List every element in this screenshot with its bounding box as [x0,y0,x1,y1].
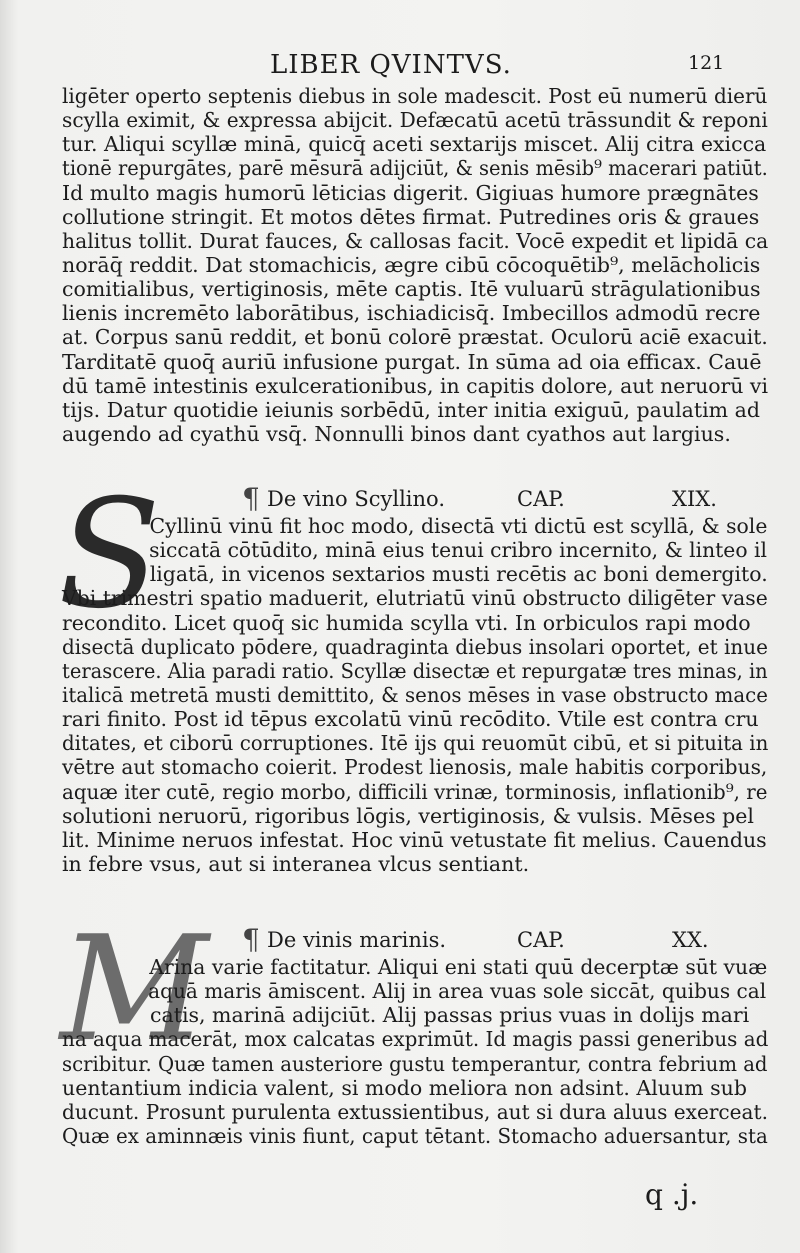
signature-mark: q .j. [645,1178,699,1211]
chapter-title: De vinis marinis. [267,928,447,952]
text-line: norāq̄ reddit. Dat stomachicis, ægre cibū cōcoquētib⁹, melācholicis [62,252,761,277]
text-line: collutione stringit. Et motos dētes firmat. Putredines oris & graues [62,204,760,229]
text-line: siccatā cōtūdito, minā eius tenui cribro incernito, & linteo il [149,538,767,563]
text-line: Tarditatē quoq̄ auriū infusione purgat. In sūma ad oia efficax. Cauē [62,349,762,374]
text-block-continuation [62,84,768,446]
text-block-chapter-20 [62,955,768,1148]
text-line: ligēter operto septenis diebus in sole madescit. Post eū numerū dierū [62,84,768,108]
pilcrow-mark: ¶ [242,482,260,515]
chapter-number: XIX. [672,487,717,511]
chapter-cap-label: CAP. [517,928,565,952]
text-line: ducunt. Prosunt purulenta extussientibus, aut si dura aluus exerceat. [62,1099,768,1124]
text-line: halitus tollit. Durat fauces, & callosas facit. Vocē expedit et lipidā ca [62,228,769,253]
text-line: comitialibus, vertiginosis, mēte captis. Itē vuluarū strāgulationibus [62,277,761,302]
text-line: aquæ iter cutē, regio morbo, difficili vrinæ, torminosis, inflationib⁹, re [62,779,768,804]
pilcrow-mark: ¶ [242,923,260,956]
chapter-title: De vino Scyllino. [267,487,445,511]
text-line: ligatā, in vicenos sextarios musti recētis ac boni demergito. [149,562,768,587]
text-line: solutioni neruorū, rigoribus lōgis, vertiginosis, & vulsis. Mēses pel [62,803,754,828]
folio-number: 121 [688,52,725,74]
text-line: ditates, et ciborū corruptiones. Itē ijs qui reuomūt cibū, et si pituita in [62,731,769,756]
text-line: italicā metretā musti demittito, & senos mēses in vase obstructo mace [62,682,768,707]
text-line: at. Corpus sanū reddit, et bonū colorē præstat. Oculorū aciē exacuit. [62,325,768,350]
text-line: tur. Aliqui scyllæ minā, quicq̄ aceti sextarijs miscet. Alij citra exicca [62,132,767,157]
running-header: LIBER QVINTVS. [270,50,512,80]
text-line: lienis incremēto laborātibus, ischiadicisq̄. Imbecillos admodū recre [62,301,761,326]
chapter-number: XX. [672,928,709,952]
drop-cap-initial: S [58,468,161,642]
chapter-cap-label: CAP. [517,487,565,511]
text-line: scylla eximit, & expressa abijcit. Defæcatū acetū trāssundit & reponi [62,108,768,133]
text-line: terascere. Alia paradi ratio. Scyllæ disectæ et repurgatæ tres minas, in [62,658,768,683]
text-block-chapter-19 [62,514,768,876]
text-line: Id multo magis humorū lēticias digerit. Gigiuas humore prægnātes [62,180,759,205]
chapter-heading-19 [62,484,768,514]
text-line: recondito. Licet quoq̄ sic humida scylla vti. In orbiculos rapi modo [62,610,751,635]
text-line: vētre aut stomacho coierit. Prodest lienosis, male habitis corporibus, [62,755,768,780]
text-line: scribitur. Quæ tamen austeriore gustu temperantur, contra febrium ad [62,1051,768,1076]
drop-cap-initial: M [60,905,209,1074]
text-line: aquā maris āmiscent. Alij in area vuas sole siccāt, quibus cal [148,979,767,1004]
text-line: Arina varie factitatur. Aliqui eni stati quū decerptæ sūt vuæ [149,955,768,979]
text-line: dū tamē intestinis exulcerationibus, in capitis dolore, aut neruorū vi [62,373,768,398]
text-line: rari finito. Post id tēpus excolatū vinū recōdito. Vtile est contra cru [62,707,759,732]
text-line: uentantium indicia valent, si modo meliora non adsint. Aluum sub [62,1075,747,1100]
text-line: tijs. Datur quotidie ieiunis sorbēdū, inter initia exiguū, paulatim ad [62,397,760,422]
text-line: augendo ad cyathū vsq̄. Nonnulli binos dant cyathos aut largius. [62,421,731,446]
text-line: lit. Minime neruos infestat. Hoc vinū vetustate fit melius. Cauendus [62,827,767,852]
text-line: in febre vsus, aut si interanea vlcus sentiant. [62,851,530,876]
text-line: Quæ ex aminnæis vinis fiunt, caput tētant. Stomacho aduersantur, sta [62,1123,768,1148]
text-line: disectā duplicato pōdere, quadraginta diebus insolari oportet, et inue [62,634,768,659]
text-line: Cyllinū vinū fit hoc modo, disectā vti dictū est scyllā, & sole [149,514,768,538]
text-line: tionē repurgātes, parē mēsurā adijciūt, & senis mēsib⁹ macerari patiūt. [62,156,768,181]
text-line: Vbi trimestri spatio maduerit, elutriatū vinū obstructo diligēter vase [62,586,768,611]
text-line: na aqua macerāt, mox calcatas exprimūt. Id magis passi generibus ad [62,1027,769,1052]
text-line: catis, marinā adijciūt. Alij passas prius vuas in dolijs mari [150,1003,750,1028]
